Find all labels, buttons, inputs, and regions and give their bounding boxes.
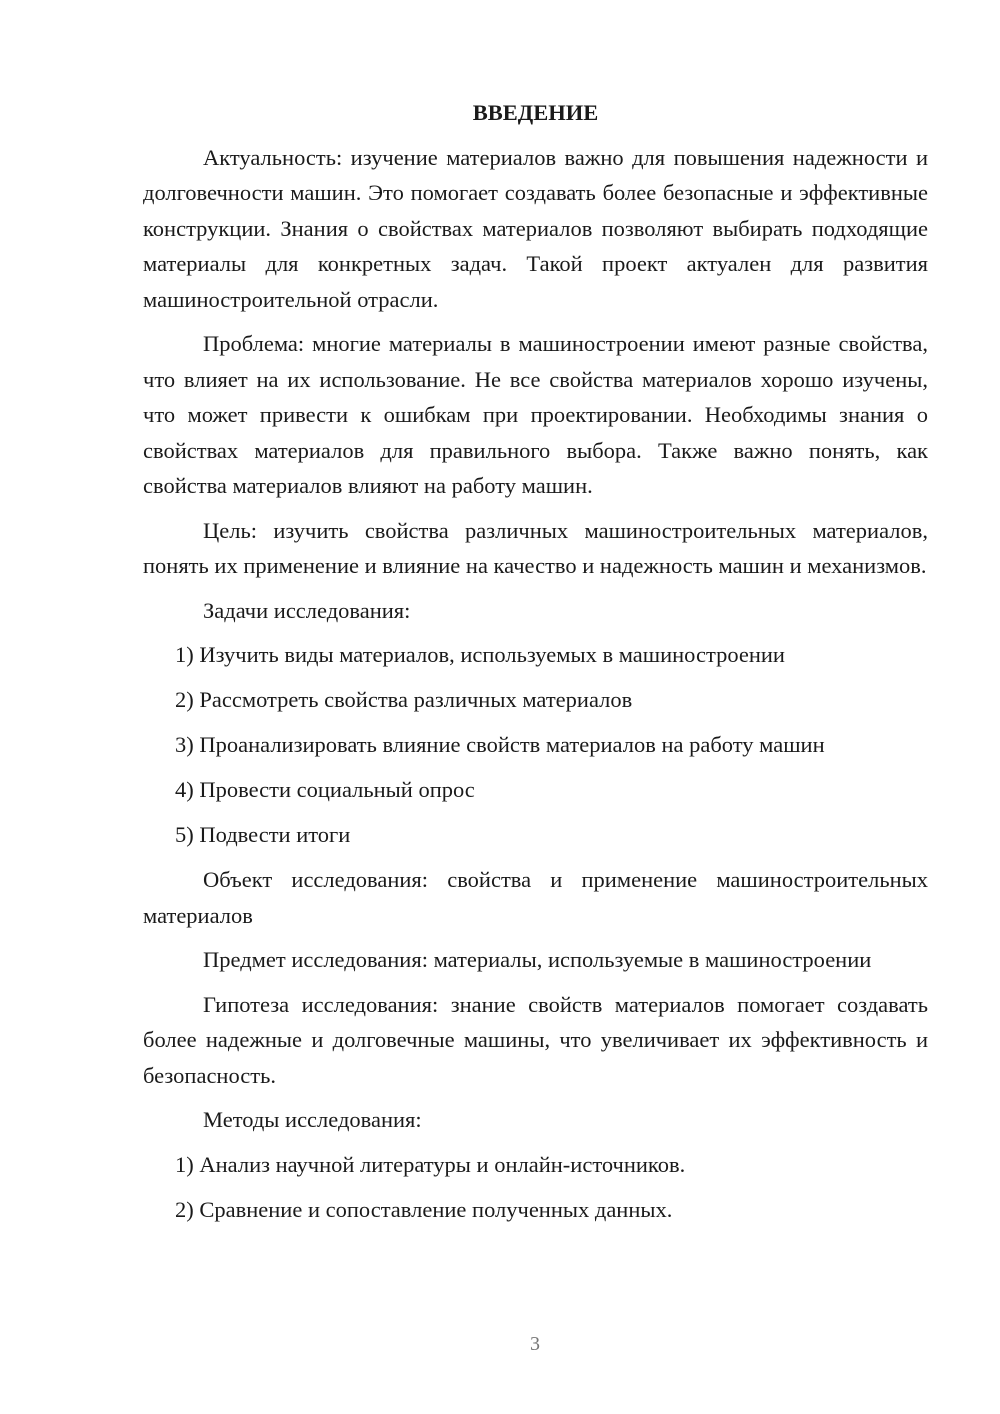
relevance-paragraph: Актуальность: изучение материалов важно для повышения надежности и долговечности машин. Это помогает создавать более безопасные и эффективные конструкции. Знания о свойствах материалов позволяют выбирать подходящие материалы для конкретных задач. Такой проект актуален для развития машиностроительной отрасли. [143, 144, 928, 312]
task-item-2: 2) Рассмотреть свойства различных материалов [175, 687, 633, 712]
hypothesis-paragraph: Гипотеза исследования: знание свойств материалов помогает создавать более надежные и долговечные машины, что увеличивает их эффективность и безопасность. [143, 991, 928, 1088]
goal-paragraph: Цель: изучить свойства различных машиностроительных материалов, понять их применение и влияние на качество и надежность машин и механизмов. [143, 517, 928, 578]
section-title: ВВЕДЕНИЕ [472, 100, 599, 125]
page-content [143, 95, 928, 1237]
method-item-1: 1) Анализ научной литературы и онлайн-источников. [175, 1151, 686, 1177]
task-item-3: 3) Проанализировать влияние свойств материалов на работу машин [175, 732, 825, 757]
object-paragraph: Объект исследования: свойства и применение машиностроительных материалов [143, 867, 928, 928]
tasks-heading: Задачи исследования: [203, 597, 411, 623]
method-item-2: 2) Сравнение и сопоставление полученных данных. [175, 1196, 673, 1222]
subject-paragraph: Предмет исследования: материалы, используемые в машиностроении [203, 947, 872, 972]
methods-heading: Методы исследования: [203, 1107, 422, 1132]
task-item-5: 5) Подвести итоги [175, 822, 351, 847]
task-item-4: 4) Провести социальный опрос [175, 777, 475, 802]
problem-paragraph: Проблема: многие материалы в машиностроении имеют разные свойства, что влияет на их использование. Не все свойства материалов хорошо изучены, что может привести к ошибкам при проектировании. Необходимы знания о свойствах материалов для правильного выбора. Также важно понять, как свойства материалов влияют на работу машин. [143, 331, 928, 498]
page-number: 3 [530, 1333, 540, 1355]
task-item-1: 1) Изучить виды материалов, используемых в машиностроении [175, 642, 785, 667]
